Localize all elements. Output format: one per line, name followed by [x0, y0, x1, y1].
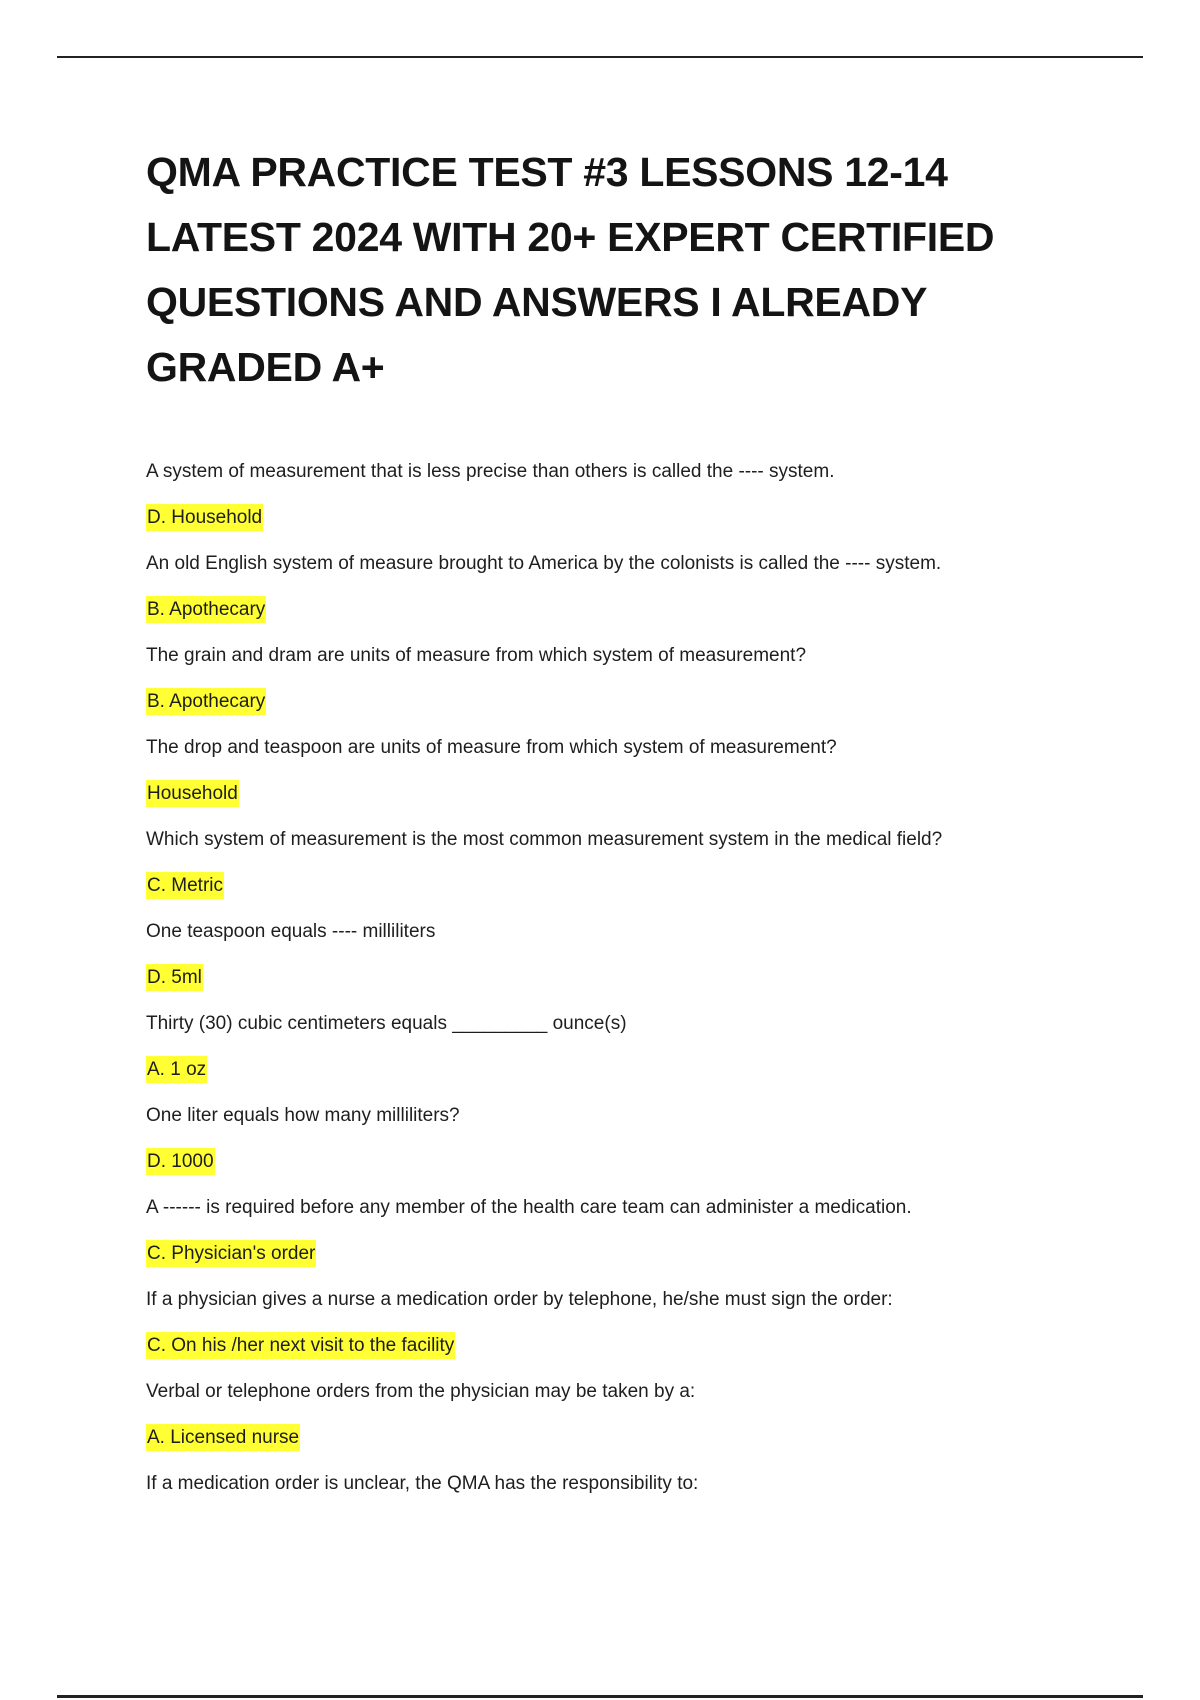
question-text: Thirty (30) cubic centimeters equals _________ ounce(s): [146, 1013, 627, 1034]
highlighted-answer: C. Metric: [146, 872, 224, 899]
question-answer-list: [146, 458, 1106, 1497]
highlighted-answer: C. On his /her next visit to the facility: [146, 1332, 455, 1359]
highlighted-answer: D. 1000: [146, 1148, 215, 1175]
question-text: A system of measurement that is less precise than others is called the ---- system.: [146, 461, 835, 482]
highlighted-answer: A. 1 oz: [146, 1056, 207, 1083]
qa-item-10: [146, 1286, 1106, 1378]
qa-item-8: [146, 1102, 1106, 1194]
qa-item-6: [146, 918, 1106, 1010]
document-title: QMA PRACTICE TEST #3 LESSONS 12-14 LATEST 2024 WITH 20+ EXPERT CERTIFIED QUESTIONS AND ANSWERS I ALREADY GRADED A+: [146, 149, 995, 390]
highlighted-answer: Household: [146, 780, 239, 807]
qa-item-12: [146, 1470, 1106, 1497]
top-divider: [57, 56, 1143, 58]
question-text: If a medication order is unclear, the QMA has the responsibility to:: [146, 1473, 699, 1494]
qa-item-1: [146, 458, 1106, 550]
question-text: The drop and teaspoon are units of measure from which system of measurement?: [146, 737, 837, 758]
question-text: One teaspoon equals ---- milliliters: [146, 921, 436, 942]
qa-item-2: [146, 550, 1106, 642]
question-text: A ------ is required before any member of the health care team can administer a medication.: [146, 1197, 912, 1218]
question-text: Which system of measurement is the most common measurement system in the medical field?: [146, 829, 943, 850]
qa-item-9: [146, 1194, 1106, 1286]
qa-item-4: [146, 734, 1106, 826]
question-text: The grain and dram are units of measure from which system of measurement?: [146, 645, 807, 666]
qa-item-5: [146, 826, 1106, 918]
highlighted-answer: B. Apothecary: [146, 596, 266, 623]
question-text: Verbal or telephone orders from the physician may be taken by a:: [146, 1381, 696, 1402]
question-text: One liter equals how many milliliters?: [146, 1105, 460, 1126]
qa-item-3: [146, 642, 1106, 734]
highlighted-answer: D. 5ml: [146, 964, 203, 991]
qa-item-7: [146, 1010, 1106, 1102]
highlighted-answer: B. Apothecary: [146, 688, 266, 715]
bottom-divider: [57, 1695, 1143, 1698]
qa-item-11: [146, 1378, 1106, 1470]
question-text: An old English system of measure brought to America by the colonists is called the ---- system.: [146, 553, 942, 574]
document-page: [146, 140, 1106, 1516]
highlighted-answer: A. Licensed nurse: [146, 1424, 300, 1451]
highlighted-answer: C. Physician's order: [146, 1240, 316, 1267]
question-text: If a physician gives a nurse a medication order by telephone, he/she must sign the order:: [146, 1289, 893, 1310]
highlighted-answer: D. Household: [146, 504, 263, 531]
